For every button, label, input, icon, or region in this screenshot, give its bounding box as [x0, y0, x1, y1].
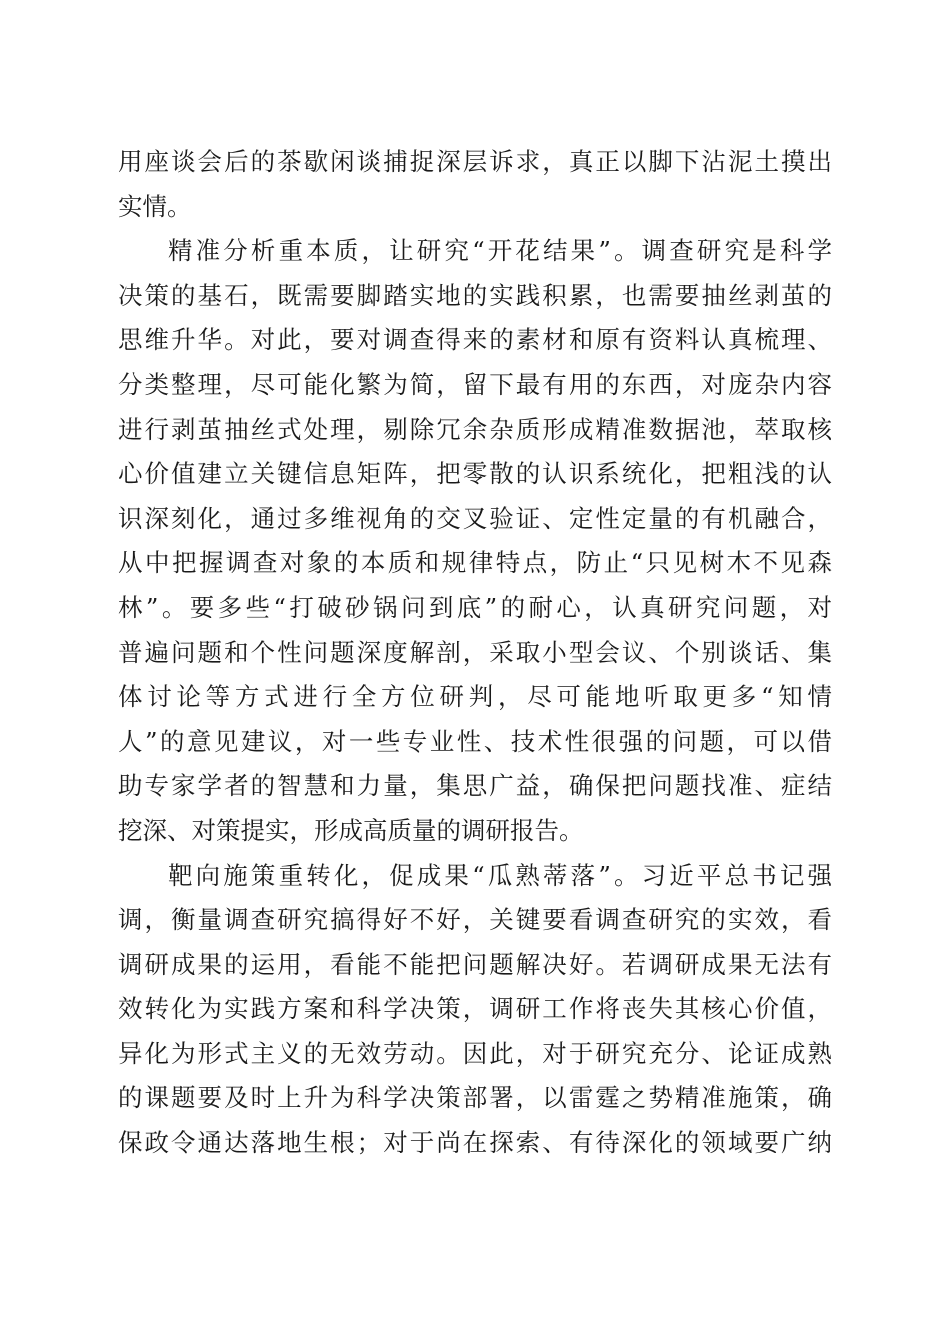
article-body [118, 140, 832, 1166]
text-line-15: 助专家学者的智慧和力量，集思广益，确保把问题找准、症结 [118, 771, 832, 801]
text-line-4: 决策的基石，既需要脚踏实地的实践积累，也需要抽丝剥茧的 [118, 280, 832, 310]
text-line-6: 分类整理，尽可能化繁为简，留下最有用的东西，对庞杂内容 [118, 369, 832, 399]
text-line-19: 调研成果的运用，看能不能把问题解决好。若调研成果无法有 [118, 949, 832, 979]
text-line-20: 效转化为实践方案和科学决策，调研工作将丧失其核心价值， [118, 994, 832, 1024]
text-line-9: 识深刻化，通过多维视角的交叉验证、定性定量的有机融合， [118, 503, 832, 533]
text-line-1: 用座谈会后的茶歇闲谈捕捉深层诉求，真正以脚下沾泥土摸出 [118, 147, 832, 176]
text-line-14: 人”的意见建议，对一些专业性、技术性很强的问题，可以借 [118, 726, 832, 756]
paragraph-heading-analysis: 精准分析重本质，让研究“开花结果”。调查研究是科学 [168, 236, 832, 266]
text-line-23: 保政令通达落地生根；对于尚在探索、有待深化的领域要广纳 [118, 1128, 832, 1158]
text-line-22: 的课题要及时上升为科学决策部署，以雷霆之势精准施策，确 [118, 1083, 832, 1113]
text-line-12: 普遍问题和个性问题深度解剖，采取小型会议、个别谈话、集 [118, 637, 832, 667]
text-line-11: 林”。要多些“打破砂锅问到底”的耐心，认真研究问题，对 [118, 592, 832, 622]
text-line-21: 异化为形式主义的无效劳动。因此，对于研究充分、论证成熟 [118, 1038, 832, 1068]
text-line-7: 进行剥茧抽丝式处理，剔除冗余杂质形成精准数据池，萃取核 [118, 414, 832, 444]
text-line-16: 挖深、对策提实，形成高质量的调研报告。 [118, 815, 584, 845]
text-line-5: 思维升华。对此，要对调查得来的素材和原有资料认真梳理、 [118, 325, 832, 355]
text-line-10: 从中把握调查对象的本质和规律特点，防止“只见树木不见森 [118, 548, 832, 578]
text-line-2: 实情。 [118, 191, 192, 221]
text-line-13: 体讨论等方式进行全方位研判，尽可能地听取更多“知情 [118, 682, 832, 712]
text-line-8: 心价值建立关键信息矩阵，把零散的认识系统化，把粗浅的认 [118, 459, 832, 489]
paragraph-heading-transformation: 靶向施策重转化，促成果“瓜熟蒂落”。习近平总书记强 [168, 860, 832, 890]
text-line-18: 调，衡量调查研究搞得好不好，关键要看调查研究的实效，看 [118, 905, 832, 935]
